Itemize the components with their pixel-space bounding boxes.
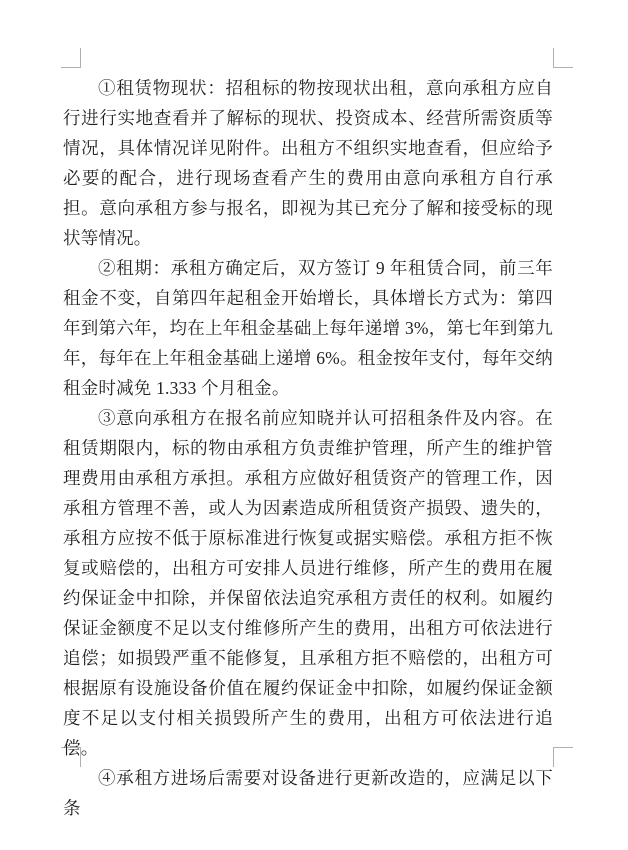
paragraph-lease-conditions: ③意向承租方在报名前应知晓并认可招租条件及内容。在租赁期限内，标的物由承租方负责维护管理，所产生的维护管理费用由承租方承担。承租方应做好租赁资产的管理工作，因承租方管理不善，或人为因素造成所租赁资产损毁、遗失的，承租方应按不低于原标准进行恢复或据实赔偿。承租方拒不恢复或赔偿的，出租方可安排人员进行维修，所产生的费用在履约保证金中扣除，并保留依法追究承租方责任的权利。如履约保证金额度不足以支付维修所产生的费用，出租方可依法进行追偿；如损毁严重不能修复，且承租方拒不赔偿的，出租方可根据原有设施设备价值在履约保证金中扣除，如履约保证金额度不足以支付相关损毁所产生的费用，出租方可依法进行追偿。 (63, 408, 553, 758)
text-boundary-mark-top-right (553, 48, 573, 68)
paragraph-equipment-upgrade: ④承租方进场后需要对设备进行更新改造的，应满足以下条 (63, 768, 553, 818)
paragraph-lease-item-status: ①租赁物现状：招租标的物按现状出租，意向承租方应自行进行实地查看并了解标的现状、投资成本、经营所需资质等情况，具体情况详见附件。出租方不组织实地查看，但应给予必要的配合，进行现场查看产生的费用由意向承租方自行承担。意向承租方参与报名，即视为其已充分了解和接受标的现状等情况。 (63, 78, 553, 248)
text-boundary-mark-top-left (61, 48, 81, 68)
document-text-area (63, 73, 553, 823)
paragraph-lease-term: ②租期：承租方确定后，双方签订 9 年租赁合同，前三年租金不变，自第四年起租金开始增长，具体增长方式为：第四年到第六年，均在上年租金基础上每年递增 3%，第七年到第九年，每年在上年租金基础上递增 6%。租金按年支付，每年交纳租金时减免 1.333 个月租金。 (63, 258, 553, 398)
text-boundary-mark-bottom-right (553, 747, 573, 767)
